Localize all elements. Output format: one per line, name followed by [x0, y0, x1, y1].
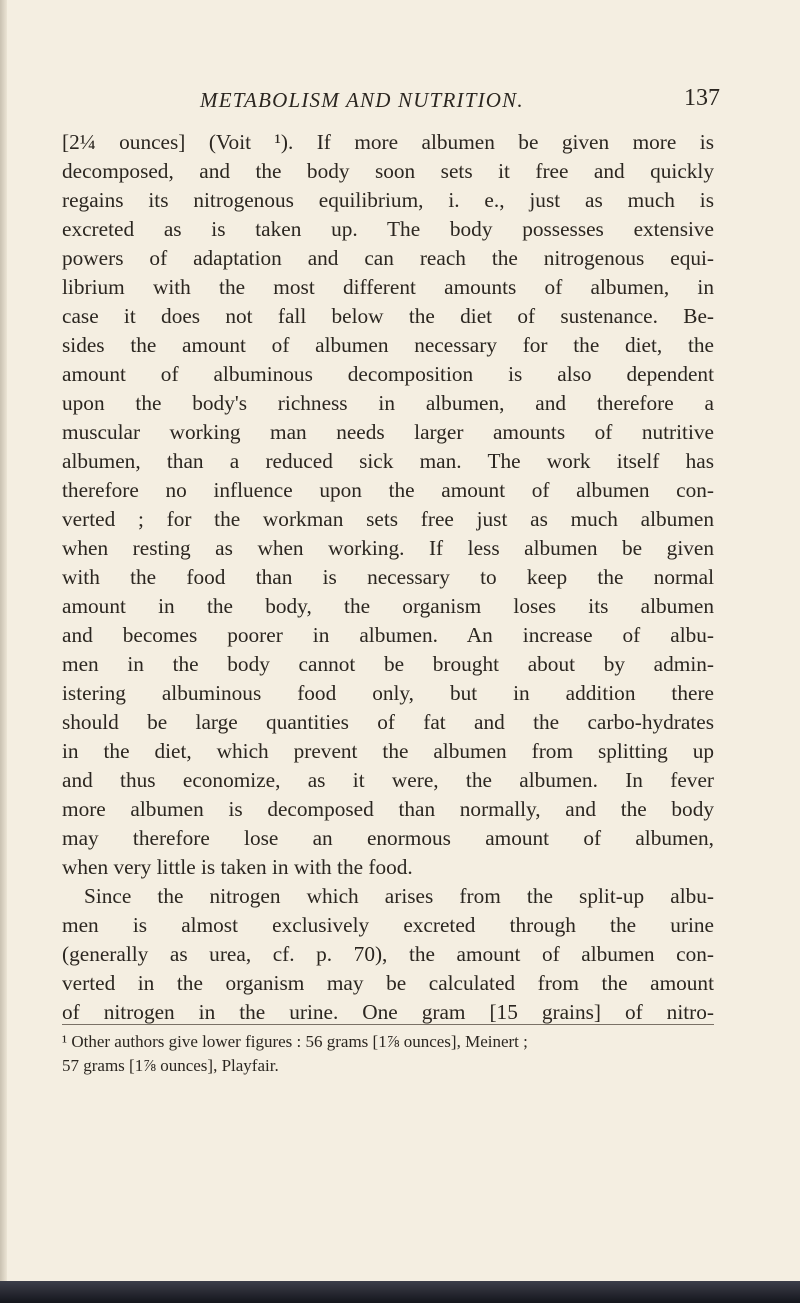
- text-line: with the food than is necessary to keep the normal: [62, 565, 714, 589]
- page-number: 137: [684, 85, 720, 111]
- text-line: case it does not fall below the diet of sustenance. Be-: [62, 304, 714, 328]
- page-header: [60, 85, 720, 118]
- text-line: and thus economize, as it were, the albumen. In fever: [62, 768, 714, 792]
- text-line: and becomes poorer in albumen. An increase of albu-: [62, 623, 714, 647]
- scan-bottom-edge: [0, 1281, 800, 1303]
- text-line: may therefore lose an enormous amount of albumen,: [62, 826, 714, 850]
- text-line: powers of adaptation and can reach the nitrogenous equi-: [62, 246, 714, 270]
- text-line: should be large quantities of fat and the carbo-hydrates: [62, 710, 714, 734]
- text-line: istering albuminous food only, but in addition there: [62, 681, 714, 705]
- text-line: men is almost exclusively excreted through the urine: [62, 913, 714, 937]
- text-line: excreted as is taken up. The body possesses extensive: [62, 217, 714, 241]
- page-gutter-edge: [0, 0, 7, 1303]
- text-line: regains its nitrogenous equilibrium, i. e., just as much is: [62, 188, 714, 212]
- text-line: when very little is taken in with the food.: [62, 855, 413, 879]
- footnote-divider: [62, 1024, 714, 1025]
- text-line: librium with the most different amounts of albumen, in: [62, 275, 714, 299]
- text-line: in the diet, which prevent the albumen from splitting up: [62, 739, 714, 763]
- text-line: amount of albuminous decomposition is also dependent: [62, 362, 714, 386]
- text-line: more albumen is decomposed than normally, and the body: [62, 797, 714, 821]
- text-line: verted in the organism may be calculated from the amount: [62, 971, 714, 995]
- text-line: albumen, than a reduced sick man. The work itself has: [62, 449, 714, 473]
- footnote: [62, 1030, 714, 1078]
- text-line: upon the body's richness in albumen, and therefore a: [62, 391, 714, 415]
- body-text: [62, 128, 714, 1027]
- text-line: muscular working man needs larger amounts of nutritive: [62, 420, 714, 444]
- footnote-line: ¹ Other authors give lower figures : 56 grams [1⅞ ounces], Meinert ;: [62, 1032, 528, 1051]
- text-line: sides the amount of albumen necessary for the diet, the: [62, 333, 714, 357]
- text-line: therefore no influence upon the amount of albumen con-: [62, 478, 714, 502]
- text-line: Since the nitrogen which arises from the split-up albu-: [84, 884, 714, 908]
- footnote-line: 57 grams [1⅞ ounces], Playfair.: [62, 1056, 279, 1075]
- text-line: amount in the body, the organism loses its albumen: [62, 594, 714, 618]
- text-line: (generally as urea, cf. p. 70), the amount of albumen con-: [62, 942, 714, 966]
- text-line: when resting as when working. If less albumen be given: [62, 536, 714, 560]
- text-line: [2¼ ounces] (Voit ¹). If more albumen be given more is: [62, 130, 714, 154]
- running-title: METABOLISM AND NUTRITION.: [200, 88, 524, 112]
- text-line: men in the body cannot be brought about by admin-: [62, 652, 714, 676]
- text-line: decomposed, and the body soon sets it free and quickly: [62, 159, 714, 183]
- text-line: verted ; for the workman sets free just as much albumen: [62, 507, 714, 531]
- text-line: of nitrogen in the urine. One gram [15 grains] of nitro-: [62, 1000, 714, 1024]
